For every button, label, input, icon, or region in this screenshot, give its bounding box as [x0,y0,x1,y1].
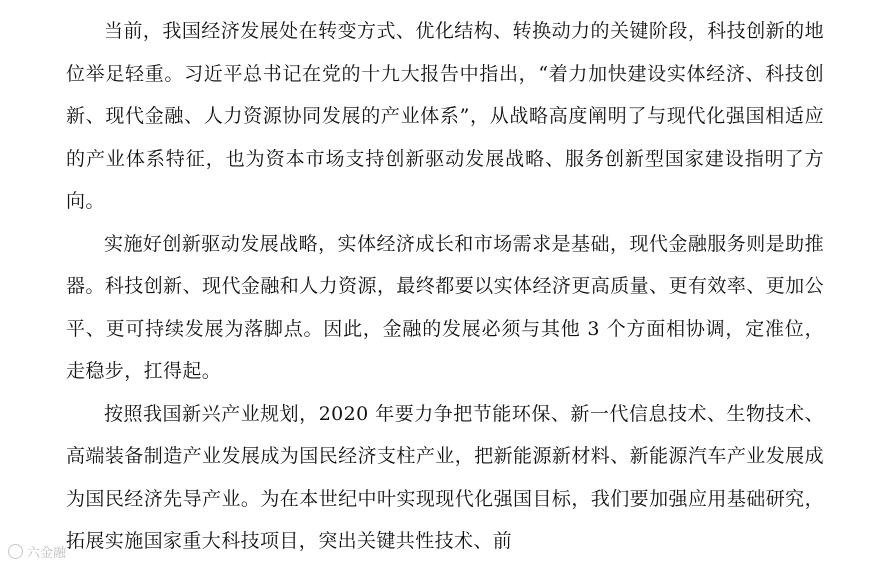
watermark-logo-icon [8,544,23,559]
paragraph-3: 按照我国新兴产业规划，2020 年要力争把节能环保、新一代信息技术、生物技术、高端装备制造产业发展成为国民经济支柱产业，把新能源新材料、新能源汽车产业发展成为国民经济先导产业。为在本世纪中叶实现现代化强国目标，我们要加强应用基础研究，拓展实施国家重大科技项目，突出关键共性技术、前 [66,402,824,552]
watermark-text: 六金融 [27,546,67,561]
paragraph-2: 实施好创新驱动发展战略，实体经济成长和市场需求是基础，现代金融服务则是助推器。科技创新、现代金融和人力资源，最终都要以实体经济更高质量、更有效率、更加公平、更可持续发展为落脚点。因此，金融的发展必须与其他 3 个方面相协调，定准位，走稳步，扛得起。 [66,232,824,382]
watermark [8,542,66,561]
paragraph-1: 当前，我国经济发展处在转变方式、优化结构、转换动力的关键阶段，科技创新的地位举足轻重。习近平总书记在党的十九大报告中指出，“着力加快建设实体经济、科技创新、现代金融、人力资源协同发展的产业体系”，从战略高度阐明了与现代化强国相适应的产业体系特征，也为资本市场支持创新驱动发展战略、服务创新型国家建设指明了方向。 [66,20,824,212]
article-body [66,10,824,563]
